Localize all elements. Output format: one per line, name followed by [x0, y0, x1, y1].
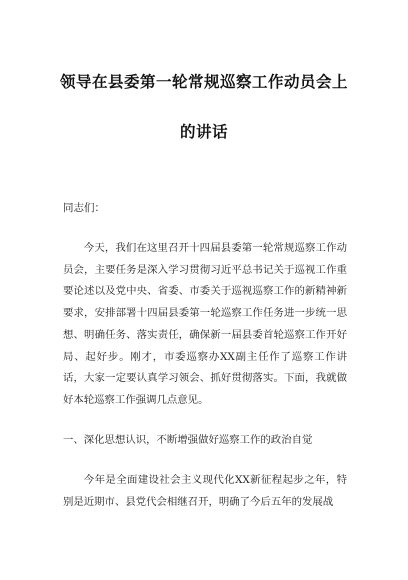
document-title-line-1: 领导在县委第一轮常规巡察工作动员会上: [59, 73, 348, 91]
document-title-line-2: 的讲话: [179, 123, 228, 141]
section-heading-1: 一、深化思想认识，不断增强做好巡察工作的政治自觉: [63, 434, 313, 446]
body-paragraph-2: 今年是全面建设社会主义现代化XX新征程起步之年，特别是近期市、县党代会相继召开，明确了今后五年的发展战: [63, 474, 347, 508]
salutation: 同志们：: [63, 202, 105, 214]
body-paragraph-1: 今天，我们在这里召开十四届县委第一轮常规巡察工作动员会，主要任务是深入学习贯彻习近平总书记关于巡视工作重要论述以及党中央、省委、市委关于巡视巡察工作的新精神新要求，安排部署十四届县委第一轮巡察工作任务进一步统一思想、明确任务、落实责任，确保新一届县委首轮巡察工作开好局、起好步。刚才，市委巡察办XX副主任作了巡察工作讲话，大家一定要认真学习领会、抓好贯彻落实。下面，我就做好本轮巡察工作强调几点意见。: [63, 242, 347, 406]
